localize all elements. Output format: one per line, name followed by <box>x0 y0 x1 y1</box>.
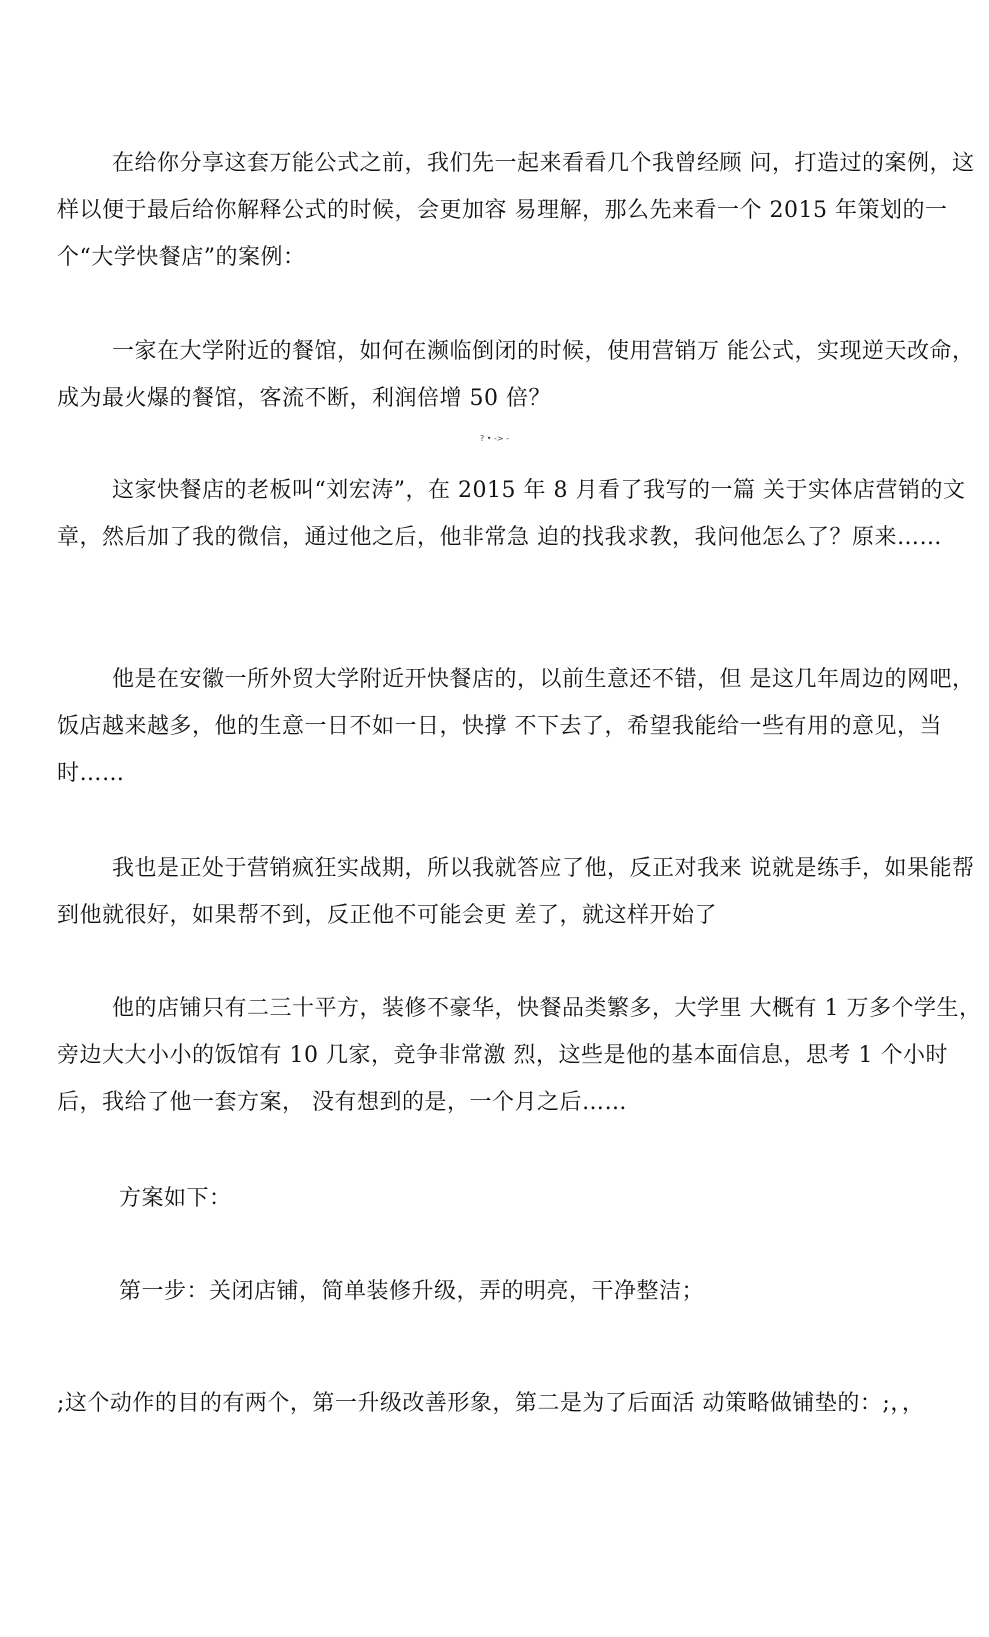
paragraph-owner: 这家快餐店的老板叫“刘宏涛”，在 2015 年 8 月看了我写的一篇 关于实体店营销的文章，然后加了我的微信，通过他之后，他非常急 迫的找我求教，我问他怎么了？原来…… <box>57 478 966 550</box>
paragraph-question: 一家在大学附近的餐馆，如何在濒临倒闭的时候，使用营销万 能公式，实现逆天改命，成为最火爆的餐馆，客流不断，利润倍增 50 倍？ <box>57 339 975 411</box>
paragraph-intro: 在给你分享这套万能公式之前，我们先一起来看看几个我曾经顾 问，打造过的案例，这样以便于最后给你解释公式的时候，会更加容 易理解，那么先来看一个 2015 年策划的一个“大学快餐店”的案例： <box>57 151 975 270</box>
paragraph-background: 他是在安徽一所外贸大学附近开快餐店的，以前生意还不错，但 是这几年周边的网吧，饭店越来越多，他的生意一日不如一日，快撑 不下去了，希望我能给一些有用的意见，当时…… <box>57 667 975 786</box>
paragraph-agreement: 我也是正处于营销疯狂实战期，所以我就答应了他，反正对我来 说就是练手，如果能帮到他就很好，如果帮不到，反正他不可能会更 差了，就这样开始了 <box>57 856 975 928</box>
page-separator: ? • -> - <box>479 434 510 443</box>
paragraph-plan-heading: 方案如下： <box>119 1186 232 1211</box>
paragraph-step-one-purpose: ;这个动作的目的有两个，第一升级改善形象，第二是为了后面活 动策略做铺垫的：;，， <box>57 1391 925 1416</box>
paragraph-step-one: 第一步：关闭店铺，简单装修升级，弄的明亮，干净整洁； <box>119 1279 705 1304</box>
paragraph-store-info: 他的店铺只有二三十平方，装修不豪华，快餐品类繁多，大学里 大概有 1 万多个学生，旁边大大小小的饭馆有 10 几家，竞争非常激 烈，这些是他的基本面信息，思考 1 个小时后，我给了他一套方案， 没有想到的是，一个月之后…… <box>57 996 982 1115</box>
